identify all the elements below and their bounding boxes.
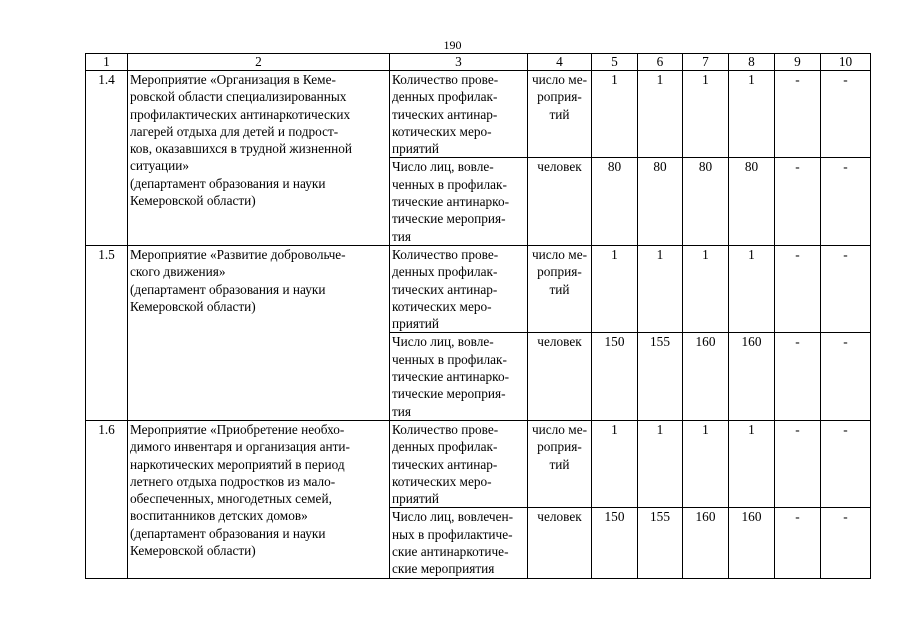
value-cell: - <box>821 333 871 420</box>
value-cell: - <box>775 420 821 507</box>
value-cell: 80 <box>638 158 683 245</box>
value-cell: 80 <box>729 158 775 245</box>
header-row <box>86 54 871 71</box>
header-cell: 6 <box>638 54 683 71</box>
event-description: Мероприятие «Приобретение необхо- димого инвентаря и организация анти- наркотических мероприятий в период летнего отдыха подростков из мало- обеспеченных, многодетных семей, воспитанников детских домов» (департамент образования и науки Кемеровской области) <box>128 420 390 578</box>
indicator-name: Число лиц, вовле- ченных в профилак- тические антинарко- тические мероприя- тия <box>390 158 528 245</box>
row-number: 1.4 <box>86 71 128 246</box>
header-cell: 2 <box>128 54 390 71</box>
value-cell: 1 <box>592 245 638 332</box>
indicator-unit: человек <box>528 508 592 578</box>
value-cell: 80 <box>592 158 638 245</box>
indicator-unit: число ме- роприя- тий <box>528 245 592 332</box>
value-cell: 1 <box>638 245 683 332</box>
row-number: 1.6 <box>86 420 128 578</box>
value-cell: 155 <box>638 508 683 578</box>
indicator-name: Число лиц, вовле- ченных в профилак- тические антинарко- тические мероприя- тия <box>390 333 528 420</box>
value-cell: 1 <box>638 420 683 507</box>
value-cell: 160 <box>683 333 729 420</box>
indicator-unit: человек <box>528 158 592 245</box>
value-cell: 1 <box>592 420 638 507</box>
header-cell: 5 <box>592 54 638 71</box>
indicator-name: Количество прове- денных профилак- тических антинар- котических меро- приятий <box>390 71 528 158</box>
value-cell: - <box>775 333 821 420</box>
table-row <box>86 71 871 158</box>
header-cell: 9 <box>775 54 821 71</box>
value-cell: - <box>775 508 821 578</box>
indicator-unit: число ме- роприя- тий <box>528 420 592 507</box>
indicator-name: Количество прове- денных профилак- тических антинар- котических меро- приятий <box>390 420 528 507</box>
value-cell: - <box>821 420 871 507</box>
value-cell: 80 <box>683 158 729 245</box>
table-row <box>86 420 871 507</box>
value-cell: - <box>775 71 821 158</box>
event-description: Мероприятие «Развитие добровольче- ского движения» (департамент образования и науки Кемеровской области) <box>128 245 390 420</box>
value-cell: 1 <box>729 420 775 507</box>
value-cell: 1 <box>683 420 729 507</box>
row-number: 1.5 <box>86 245 128 420</box>
value-cell: 1 <box>683 71 729 158</box>
header-cell: 4 <box>528 54 592 71</box>
value-cell: 1 <box>729 245 775 332</box>
header-cell: 7 <box>683 54 729 71</box>
program-table <box>85 53 871 579</box>
value-cell: 1 <box>729 71 775 158</box>
header-cell: 10 <box>821 54 871 71</box>
page-number: 190 <box>443 38 462 52</box>
value-cell: 150 <box>592 333 638 420</box>
value-cell: 1 <box>638 71 683 158</box>
table-row <box>86 245 871 332</box>
event-description: Мероприятие «Организация в Кеме- ровской области специализированных профилактических антинаркотических лагерей отдыха для детей и подрост- ков, оказавшихся в трудной жизненной ситуации» (департамент образования и науки Кемеровской области) <box>128 71 390 246</box>
indicator-unit: число ме- роприя- тий <box>528 71 592 158</box>
indicator-name: Число лиц, вовлечен- ных в профилактиче- ские антинаркотиче- ские мероприятия <box>390 508 528 578</box>
value-cell: - <box>821 71 871 158</box>
value-cell: 150 <box>592 508 638 578</box>
indicator-name: Количество прове- денных профилак- тических антинар- котических меро- приятий <box>390 245 528 332</box>
value-cell: - <box>821 158 871 245</box>
value-cell: 160 <box>729 508 775 578</box>
header-cell: 3 <box>390 54 528 71</box>
value-cell: - <box>821 245 871 332</box>
value-cell: 160 <box>729 333 775 420</box>
value-cell: - <box>775 158 821 245</box>
indicator-unit: человек <box>528 333 592 420</box>
value-cell: - <box>821 508 871 578</box>
value-cell: 1 <box>683 245 729 332</box>
header-cell: 1 <box>86 54 128 71</box>
header-cell: 8 <box>729 54 775 71</box>
value-cell: 160 <box>683 508 729 578</box>
value-cell: - <box>775 245 821 332</box>
value-cell: 1 <box>592 71 638 158</box>
value-cell: 155 <box>638 333 683 420</box>
